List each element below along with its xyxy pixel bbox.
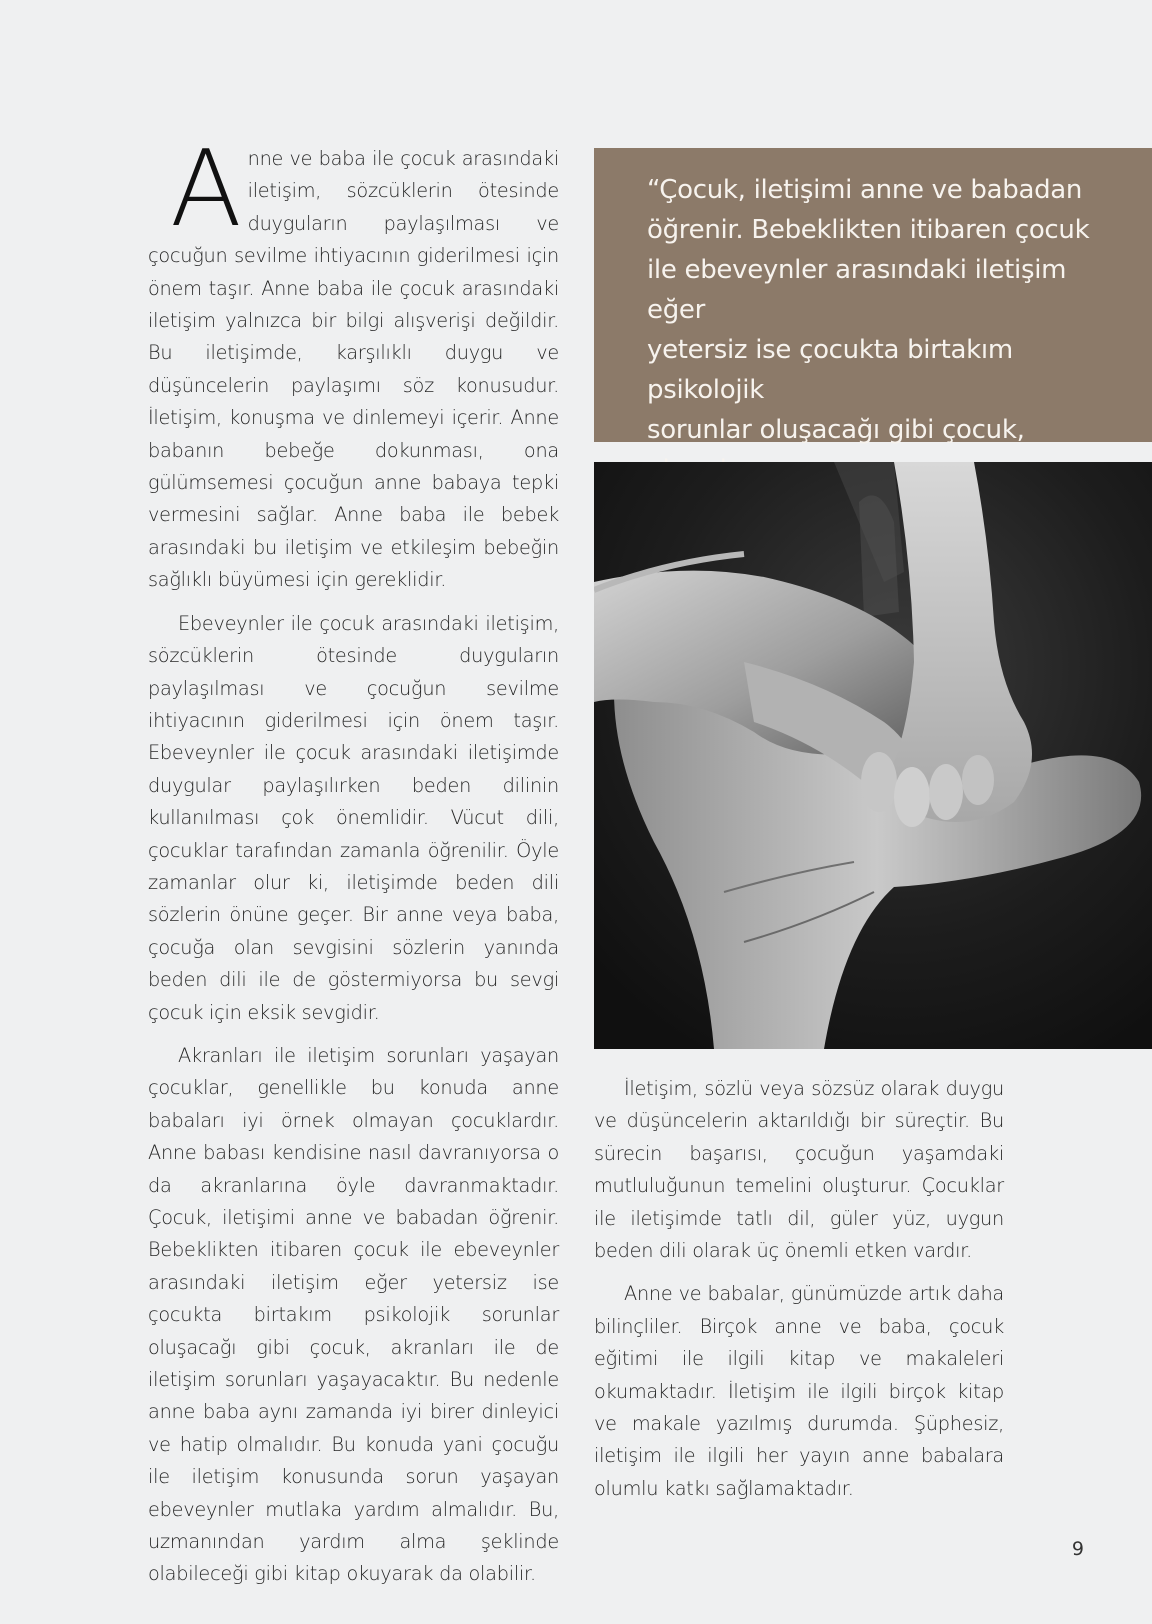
pull-quote (594, 148, 1152, 445)
body-paragraph: Anne ve babalar, günümüzde artık daha bilinçliler. Birçok anne ve baba, çocuk eğitimi ile ilgili kitap ve makaleleri okumaktadır. İletişim ile ilgili birçok kitap ve makale yazılmış durumda. Şüphesiz, iletişim ile ilgili her yayın anne babalara olumlu katkı sağlamaktadır. (594, 1282, 1004, 1500)
intro-paragraph (148, 128, 559, 597)
body-paragraph: Ebeveynler ile çocuk arasındaki iletişim, sözcüklerin ötesinde duyguların paylaşılması ve çocuğun sevilme ihtiyacının giderilmesi için önem taşır. Ebeveynler ile çocuk arasındaki iletişimde duygular paylaşılırken beden dilinin kullanılması çok önemlidir. Vücut dili, çocuklar tarafından zamanla öğrenilir. Öyle zamanlar olur ki, iletişimde beden dili sözlerin önüne geçer. Bir anne veya baba, çocuğa olan sevgisini sözlerin yanında beden dili ile de göstermiyorsa bu sevgi çocuk için eksik sevgidir. (148, 611, 559, 1024)
hands-photo (594, 462, 1152, 1049)
hands-illustration (594, 462, 1152, 1049)
pull-quote-line: “Çocuk, iletişimi anne ve babadan (647, 175, 1083, 205)
right-text-column (594, 1073, 1004, 1505)
left-text-column (148, 128, 559, 1591)
pull-quote-line: yetersiz ise çocukta birtakım psikolojik (647, 335, 1013, 405)
body-paragraph: Akranları ile iletişim sorunları yaşayan çocuklar, genellikle bu konuda anne babaları iyi örnek olmayan çocuklardır. Anne babası kendisine nasıl davranıyorsa o da akranlarına öyle davranmaktadır. Çocuk, iletişimi anne ve babadan öğrenir. Bebeklikten itibaren çocuk ile ebeveynler arasındaki iletişim eğer yetersiz ise çocukta birtakım psikolojik sorunlar oluşacağı gibi çocuk, akranları ile de iletişim sorunları yaşayacaktır. Bu nedenle anne baba aynı zamanda iyi birer dinleyici ve hatip olmalıdır. Bu konuda yani çocuğu ile iletişim konusunda sorun yaşayan ebeveynler mutlaka yardım almalıdır. Bu, uzmanından yardım alma şeklinde olabileceği gibi kitap okuyarak da olabilir. (148, 1043, 559, 1586)
page-number: 9 (1071, 1538, 1084, 1560)
intro-paragraph-text: nne ve baba ile çocuk arasındaki iletişim, sözcüklerin ötesinde duyguların paylaşılması ve çocuğun sevilme ihtiyacının giderilmesi için önem taşır. Anne baba ile çocuk arasındaki iletişim yalnızca bir bilgi alışverişi değildir. Bu iletişimde, karşılıklı duygu ve düşüncelerin paylaşımı söz konusudur. İletişim, konuşma ve dinlemeyi içerir. Anne babanın bebeğe dokunması, ona gülümsemesi çocuğun anne babaya tepki vermesini sağlar. Anne baba ile bebek arasındaki bu iletişim ve etkileşim bebeğin sağlıklı büyümesi için gereklidir. (148, 147, 559, 592)
pull-quote-line: öğrenir. Bebeklikten itibaren çocuk (647, 215, 1090, 245)
pull-quote-line: sorunlar oluşacağı gibi çocuk, (647, 415, 1025, 445)
body-paragraph: İletişim, sözlü veya sözsüz olarak duygu ve düşüncelerin aktarıldığı bir süreçtir. Bu sürecin başarısı, çocuğun yaşamdaki mutluluğunun temelini oluşturur. Çocuklar ile iletişimde tatlı dil, güler yüz, uygun beden dili olarak üç önemli etken vardır. (594, 1077, 1004, 1263)
pull-quote-line: ile ebeveynler arasındaki iletişim eğer (647, 255, 1067, 325)
drop-cap: A (170, 128, 242, 250)
